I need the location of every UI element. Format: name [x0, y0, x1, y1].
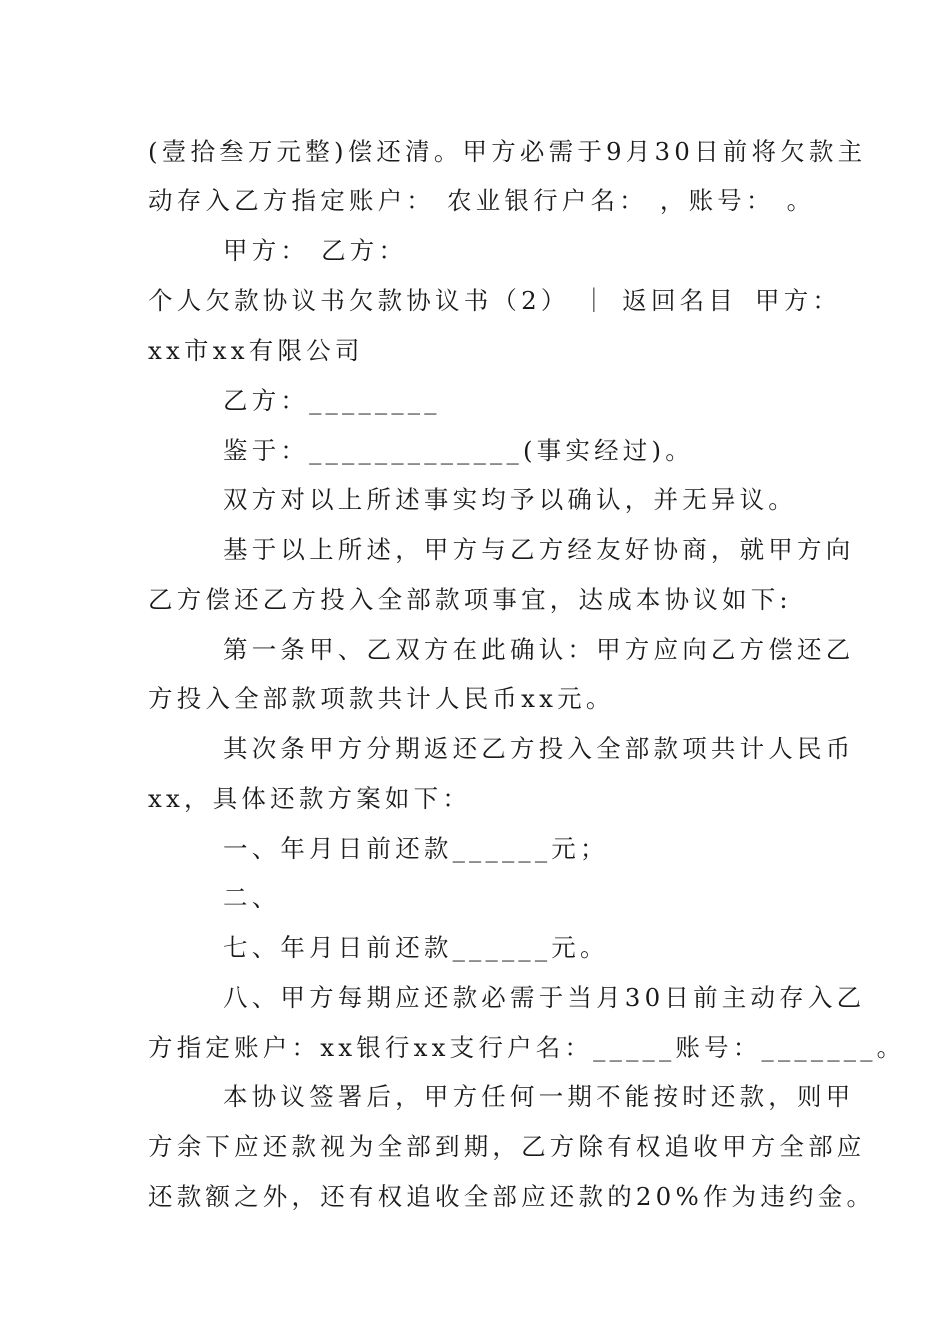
paragraph-line: 乙方偿还乙方投入全部款项事宜，达成本协议如下:: [148, 585, 792, 614]
paragraph-line: 还款额之外，还有权追收全部应还款的20%作为违约金。: [148, 1182, 876, 1211]
paragraph-line: 七、年月日前还款______元。: [223, 933, 609, 962]
paragraph-line: 乙方：________: [223, 386, 441, 415]
paragraph-line: 双方对以上所述事实均予以确认，并无异议。: [223, 485, 797, 514]
paragraph-line: 一、年月日前还款______元；: [223, 834, 609, 863]
paragraph-line: 鉴于：_____________(事实经过)。: [223, 436, 694, 465]
section-title-line: 个人欠款协议书欠款协议书（2） ｜ 返回名目: [148, 286, 738, 315]
paragraph-line: (壹拾叁万元整)偿还清。甲方必需于9月30日前将欠款主: [148, 137, 867, 166]
paragraph-line: 本协议签署后，甲方任何一期不能按时还款，则甲: [223, 1082, 855, 1111]
paragraph-line: 方指定账户：xx银行xx支行户名：_____账号：_______。: [148, 1033, 906, 1062]
paragraph-line: 第一条甲、乙双方在此确认：甲方应向乙方偿还乙: [223, 635, 855, 664]
paragraph-line: 动存入乙方指定账户： 农业银行户名： ，账号： 。: [148, 186, 816, 215]
paragraph-line: xx市xx有限公司: [148, 336, 364, 365]
party-a-label: 甲方：: [755, 286, 842, 315]
paragraph-line: xx，具体还款方案如下：: [148, 784, 472, 813]
paragraph-line: 方余下应还款视为全部到期，乙方除有权追收甲方全部应: [148, 1132, 866, 1161]
paragraph-line: 基于以上所述，甲方与乙方经友好协商，就甲方向: [223, 535, 855, 564]
paragraph-line: 其次条甲方分期返还乙方投入全部款项共计人民币: [223, 734, 855, 763]
paragraph-line: 八、甲方每期应还款必需于当月30日前主动存入乙: [223, 983, 866, 1012]
paragraph-line: 方投入全部款项款共计人民币xx元。: [148, 684, 615, 713]
paragraph-line: 甲方： 乙方：: [223, 236, 408, 265]
paragraph-line: 二、: [223, 883, 281, 912]
